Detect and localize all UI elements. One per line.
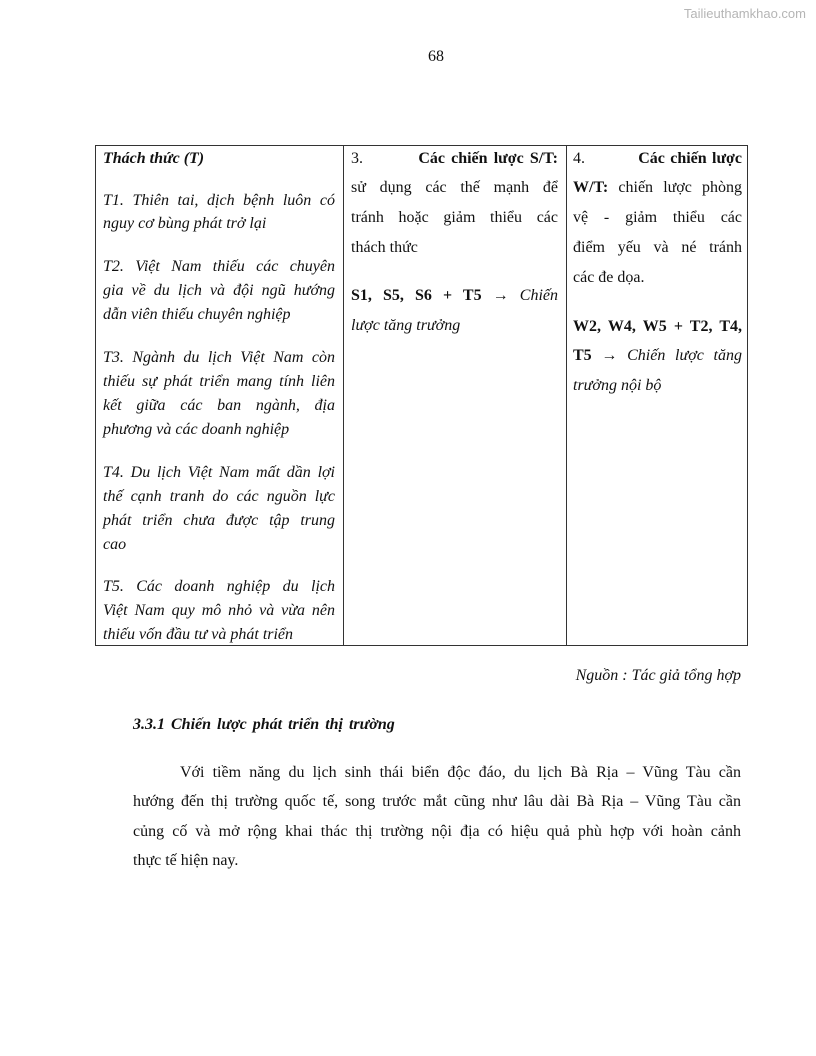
cell-line xyxy=(573,178,742,198)
text-run: sử dụng các thế mạnh để xyxy=(351,179,558,196)
paragraph-line: hướng đến thị trường quốc tế, song trước mắt cũng như lâu dài Bà Rịa – Vũng Tàu cần xyxy=(133,793,741,810)
cell-line xyxy=(351,149,558,169)
cell-line xyxy=(103,577,335,597)
cell-line xyxy=(103,372,335,392)
text-run: các đe dọa. xyxy=(573,269,645,286)
text-run: T4. Du lịch Việt Nam mất dần lợi xyxy=(103,464,335,481)
cell-line xyxy=(573,268,742,288)
text-run: 3. xyxy=(351,150,419,167)
text-run: Thách thức (T) xyxy=(103,150,205,167)
cell-line xyxy=(351,178,558,198)
text-run: chiến lược phòng xyxy=(618,179,743,196)
text-run: thách thức xyxy=(351,239,418,256)
text-run: Chiến lược tăng xyxy=(627,347,742,364)
text-run: T1. Thiên tai, dịch bệnh luôn có xyxy=(103,192,335,209)
text-run: tránh hoặc giảm thiểu các xyxy=(351,209,558,226)
text-run: Các chiến lược S/T: xyxy=(418,150,559,167)
cell-line xyxy=(103,511,335,531)
text-run: trưởng nội bộ xyxy=(573,377,662,394)
text-run: thiếu vốn đầu tư và phát triển xyxy=(103,626,294,643)
cell-line xyxy=(351,286,558,306)
cell-line xyxy=(351,208,558,228)
text-run: T5. Các doanh nghiệp du lịch xyxy=(103,578,335,595)
cell-line xyxy=(103,348,335,368)
cell-line xyxy=(103,420,335,440)
cell-line xyxy=(103,396,335,416)
cell-line xyxy=(103,281,335,301)
cell-line xyxy=(103,257,335,277)
cell-line xyxy=(573,238,742,258)
text-run: Việt Nam quy mô nhỏ và vừa nên xyxy=(103,602,335,619)
text-run: vệ - giảm thiểu các xyxy=(573,209,742,226)
cell-line xyxy=(351,238,558,258)
cell-line xyxy=(103,191,335,211)
text-run: T2. Việt Nam thiếu các chuyên xyxy=(103,258,335,275)
text-run: Chiến xyxy=(519,287,558,304)
section-heading: 3.3.1 Chiến lược phát triển thị trường xyxy=(133,716,395,733)
text-run: cao xyxy=(103,536,127,553)
text-run: kết giữa các ban ngành, địa xyxy=(103,397,335,414)
paragraph-line: thực tế hiện nay. xyxy=(133,852,239,869)
text-run: T5 → xyxy=(573,347,628,364)
cell-line xyxy=(103,601,335,621)
st-strategies-column xyxy=(344,146,567,645)
source-note: Nguồn : Tác giả tổng hợp xyxy=(575,667,741,684)
cell-line xyxy=(573,149,742,169)
threats-column xyxy=(96,146,344,645)
cell-line xyxy=(351,316,558,336)
cell-line xyxy=(103,535,335,555)
cell-line xyxy=(103,149,335,169)
text-run: T3. Ngành du lịch Việt Nam còn xyxy=(103,349,335,366)
text-run: W/T: xyxy=(573,179,619,196)
text-run: 4. xyxy=(573,150,639,167)
text-run: thế cạnh tranh do các nguồn lực xyxy=(103,488,335,505)
text-run: dẫn viên thiếu chuyên nghiệp xyxy=(103,306,291,323)
text-run: nguy cơ bùng phát trở lại xyxy=(103,215,267,232)
paragraph-line: củng cố và mở rộng khai thác thị trường nội địa có hiệu quả phù hợp với hoàn cảnh xyxy=(133,823,741,840)
text-run: phát triển chưa được tập trung xyxy=(103,512,335,529)
cell-line xyxy=(103,214,335,234)
cell-line xyxy=(573,317,742,337)
page-number: 68 xyxy=(428,48,444,65)
paragraph-line: Với tiềm năng du lịch sinh thái biển độc đáo, du lịch Bà Rịa – Vũng Tàu cần xyxy=(180,764,741,781)
wt-strategies-column xyxy=(567,146,748,645)
watermark: Tailieuthamkhao.com xyxy=(683,6,806,21)
text-run: điểm yếu và né tránh xyxy=(573,239,742,256)
cell-line xyxy=(573,346,742,366)
cell-line xyxy=(103,625,335,645)
text-run: S1, S5, S6 + T5 → xyxy=(351,287,520,304)
swot-table xyxy=(95,145,748,646)
cell-line xyxy=(573,208,742,228)
cell-line xyxy=(573,376,742,396)
text-run: Các chiến lược xyxy=(638,150,743,167)
cell-line xyxy=(103,487,335,507)
cell-line xyxy=(103,463,335,483)
text-run: lược tăng trưởng xyxy=(351,317,461,334)
text-run: thiếu sự phát triển mang tính liên xyxy=(103,373,335,390)
cell-line xyxy=(103,305,335,325)
text-run: W2, W4, W5 + T2, T4, xyxy=(573,318,742,335)
text-run: phương và các doanh nghiệp xyxy=(103,421,290,438)
text-run: gia về du lịch và đội ngũ hướng xyxy=(103,282,335,299)
